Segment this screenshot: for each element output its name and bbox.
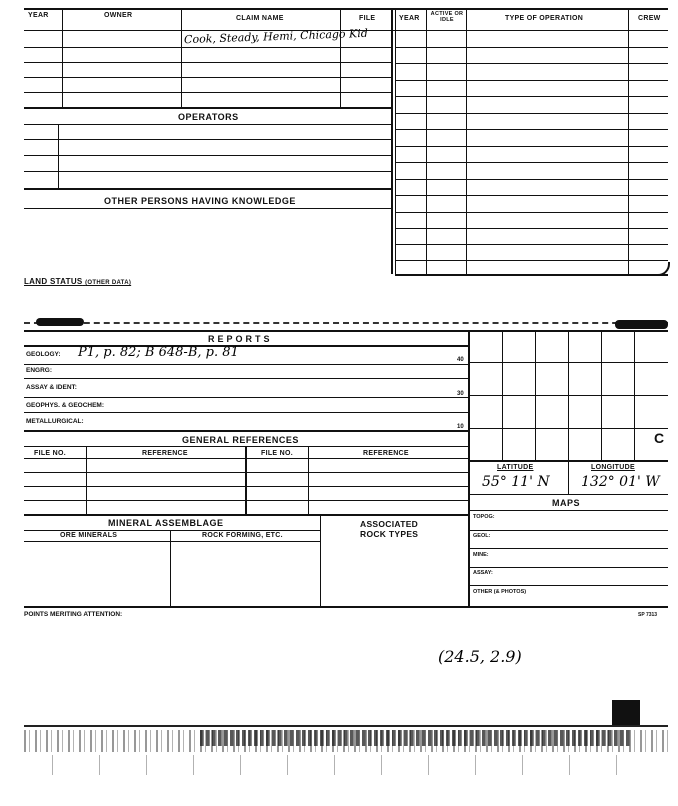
row-rule bbox=[395, 260, 668, 261]
header-active-or-idle: ACTIVE OR IDLE bbox=[430, 11, 464, 23]
row-rule bbox=[395, 63, 668, 64]
rock-types-label: ROCK TYPES bbox=[360, 529, 419, 539]
report-label-engrg: ENGRG: bbox=[26, 367, 52, 374]
col-rule bbox=[62, 8, 63, 108]
operators-rule bbox=[24, 107, 391, 109]
row-rule bbox=[24, 155, 391, 156]
general-references-title: GENERAL REFERENCES bbox=[182, 435, 299, 445]
maps-mine: MINE: bbox=[473, 552, 489, 558]
report-num: 40 bbox=[457, 357, 464, 363]
row-rule bbox=[470, 548, 668, 549]
scan-line bbox=[24, 725, 668, 727]
maps-assay: ASSAY: bbox=[473, 570, 493, 576]
top-rule bbox=[24, 8, 668, 10]
row-rule bbox=[470, 494, 668, 495]
latitude-value: 55° 11' N bbox=[482, 474, 550, 490]
grid-row bbox=[470, 428, 668, 429]
row-rule bbox=[395, 113, 668, 114]
col-rule bbox=[58, 124, 59, 188]
row-rule bbox=[395, 80, 668, 81]
row-rule bbox=[24, 92, 391, 93]
maps-title: MAPS bbox=[552, 498, 581, 508]
mineral-assemblage-title: MINERAL ASSEMBLAGE bbox=[108, 518, 224, 528]
row-rule bbox=[395, 162, 668, 163]
row-rule bbox=[470, 585, 668, 586]
land-status-sub: (OTHER DATA) bbox=[85, 280, 132, 286]
points-meriting-attention: POINTS MERITING ATTENTION: bbox=[24, 611, 123, 618]
other-persons-rule bbox=[24, 188, 391, 190]
col-rule bbox=[340, 8, 341, 108]
header-year-2: YEAR bbox=[399, 15, 420, 22]
row-rule bbox=[24, 124, 391, 125]
col-rule bbox=[170, 530, 171, 606]
row-rule bbox=[24, 47, 391, 48]
claim-entry: Cook, Steady, Hemi, Chicago Kid bbox=[183, 26, 369, 47]
handwritten-coordinates: (24.5, 2.9) bbox=[438, 647, 522, 666]
black-blot-left bbox=[36, 318, 84, 326]
header-crew: CREW bbox=[638, 15, 661, 22]
col-rule bbox=[391, 8, 393, 274]
header-year: YEAR bbox=[28, 12, 49, 19]
row-rule bbox=[470, 510, 668, 511]
row-rule bbox=[395, 179, 668, 180]
row-rule bbox=[395, 47, 668, 48]
report-label-metallurgical: METALLURGICAL: bbox=[26, 418, 84, 425]
row-rule bbox=[470, 567, 668, 568]
row-rule bbox=[24, 412, 468, 413]
report-num: 30 bbox=[457, 391, 464, 397]
row-rule bbox=[395, 244, 668, 245]
reports-bottom-rule bbox=[24, 606, 668, 608]
grid-row bbox=[470, 362, 668, 363]
report-label-geology: GEOLOGY: bbox=[26, 351, 61, 358]
row-rule bbox=[395, 195, 668, 196]
row-rule bbox=[24, 171, 391, 172]
col-rule bbox=[245, 446, 247, 514]
speckle-line bbox=[24, 322, 668, 326]
row-rule bbox=[24, 139, 391, 140]
row-rule bbox=[24, 208, 391, 209]
row-rule bbox=[24, 486, 468, 487]
grid-mark: C bbox=[654, 430, 665, 446]
row-rule bbox=[24, 62, 391, 63]
other-persons-label: OTHER PERSONS HAVING KNOWLEDGE bbox=[104, 196, 296, 206]
form-number: SP 7313 bbox=[638, 612, 658, 618]
grid-bottom bbox=[470, 460, 668, 462]
bottom-rule-right bbox=[395, 274, 668, 276]
col-rule bbox=[181, 8, 182, 108]
scan-smudge-dark bbox=[200, 730, 630, 746]
scan-dots bbox=[30, 755, 650, 775]
grid-row bbox=[470, 395, 668, 396]
row-rule bbox=[395, 146, 668, 147]
header-owner: OWNER bbox=[104, 12, 133, 19]
latitude-label: LATITUDE bbox=[497, 464, 534, 471]
row-rule bbox=[24, 472, 468, 473]
ore-minerals-label: ORE MINERALS bbox=[60, 532, 118, 539]
row-rule bbox=[395, 228, 668, 229]
maps-geol: GEOL: bbox=[473, 533, 491, 539]
maps-topog: TOPOG: bbox=[473, 514, 495, 520]
gr-header-reference-1: REFERENCE bbox=[142, 450, 188, 457]
row-rule bbox=[24, 514, 468, 516]
report-label-geophys: GEOPHYS. & GEOCHEM: bbox=[26, 402, 105, 409]
row-rule bbox=[24, 541, 320, 542]
row-rule bbox=[395, 129, 668, 130]
row-rule bbox=[24, 364, 468, 365]
row-rule bbox=[24, 430, 468, 432]
header-type-of-operation: TYPE OF OPERATION bbox=[505, 15, 584, 22]
lat-long-divider bbox=[568, 462, 569, 494]
gr-header-file-no-2: FILE NO. bbox=[261, 450, 293, 457]
reports-title: REPORTS bbox=[208, 334, 273, 344]
black-square bbox=[612, 700, 640, 726]
gr-header-file-no-1: FILE NO. bbox=[34, 450, 66, 457]
col-rule bbox=[86, 446, 87, 514]
row-rule bbox=[24, 397, 468, 398]
report-label-assay: ASSAY & IDENT: bbox=[26, 384, 77, 391]
row-rule bbox=[24, 530, 320, 531]
associated-label: ASSOCIATED bbox=[360, 519, 419, 529]
reports-top-rule bbox=[24, 330, 668, 332]
col-rule bbox=[308, 446, 309, 514]
row-rule bbox=[24, 378, 468, 379]
row-rule bbox=[24, 500, 468, 501]
row-rule bbox=[395, 96, 668, 97]
row-rule bbox=[24, 77, 391, 78]
header-file: FILE bbox=[359, 15, 376, 22]
report-num: 10 bbox=[457, 424, 464, 430]
col-rule bbox=[320, 514, 321, 606]
longitude-label: LONGITUDE bbox=[591, 464, 635, 471]
rock-forming-label: ROCK FORMING, ETC. bbox=[202, 532, 283, 539]
reports-right-rule bbox=[468, 330, 470, 606]
row-rule bbox=[395, 212, 668, 213]
header-claim-name: CLAIM NAME bbox=[236, 15, 284, 22]
land-status-label bbox=[24, 277, 131, 286]
longitude-value: 132° 01' W bbox=[581, 474, 660, 490]
black-blot-right bbox=[615, 320, 668, 329]
row-rule bbox=[470, 530, 668, 531]
operators-label: OPERATORS bbox=[178, 112, 239, 122]
maps-other: OTHER (& PHOTOS) bbox=[473, 589, 527, 595]
report-value-geology: P1, p. 82; B 648-B, p. 81 bbox=[78, 345, 239, 360]
gr-header-reference-2: REFERENCE bbox=[363, 450, 409, 457]
land-status-text: LAND STATUS bbox=[24, 277, 83, 286]
